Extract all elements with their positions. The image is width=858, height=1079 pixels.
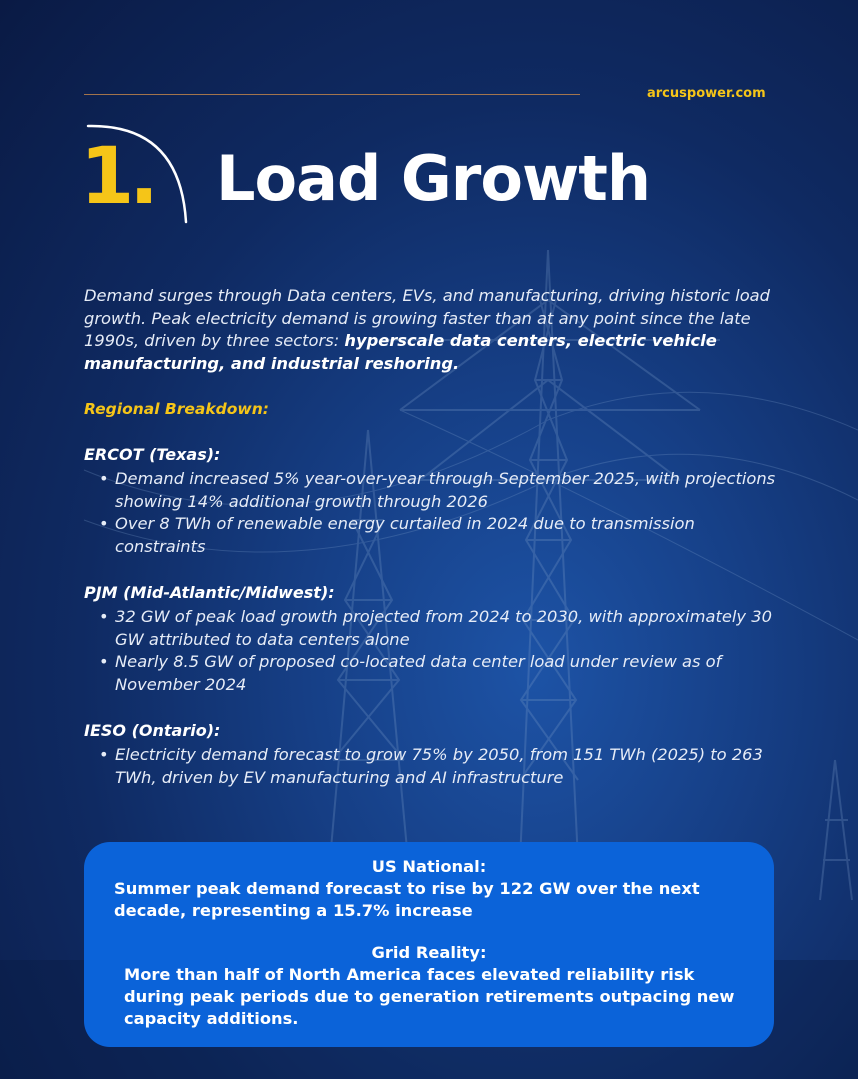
regional-breakdown-label: Regional Breakdown: [84, 400, 269, 418]
region-title: PJM (Mid-Atlantic/Midwest): [84, 583, 335, 602]
list-item: • Over 8 TWh of renewable energy curtailed in 2024 due to transmission constraints [84, 513, 784, 558]
region-ercot [84, 444, 784, 558]
region-title: IESO (Ontario): [84, 721, 221, 740]
list-item: • Electricity demand forecast to grow 75% by 2050, from 151 TWh (2025) to 263 TWh, driven by EV manufacturing and AI infrastructure [84, 744, 784, 789]
region-title: ERCOT (Texas): [84, 445, 221, 464]
list-item: • 32 GW of peak load growth projected from 2024 to 2030, with approximately 30 GW attributed to data centers alone [84, 606, 784, 651]
region-ieso [84, 720, 784, 789]
us-national-text: Summer peak demand forecast to rise by 122 GW over the next decade, representing a 15.7% increase [114, 879, 700, 920]
region-pjm [84, 582, 784, 696]
list-item: • Demand increased 5% year-over-year through September 2025, with projections showing 14% additional growth through 2026 [84, 468, 784, 513]
us-national-heading: US National: [371, 857, 487, 876]
grid-reality-heading: Grid Reality: [371, 943, 487, 962]
section-number: 1. [80, 132, 154, 222]
intro-emphasis: hyperscale data centers, electric vehicle manufacturing, and industrial reshoring. [84, 331, 717, 373]
top-divider [84, 94, 580, 95]
intro-paragraph [84, 285, 774, 375]
grid-reality-text: More than half of North America faces elevated reliability risk during peak periods due to generation retirements outpacing new capacity additions. [124, 965, 735, 1028]
list-item: • Nearly 8.5 GW of proposed co-located data center load under review as of November 2024 [84, 651, 784, 696]
summary-callout [84, 842, 774, 1047]
page-title: Load Growth [216, 142, 651, 215]
intro-text: Demand surges through Data centers, EVs, and manufacturing, driving historic load growth. Peak electricity demand is growing faster than at any point since the late 1990s, driven by three sectors: [84, 286, 770, 350]
site-url: arcuspower.com [647, 86, 766, 101]
